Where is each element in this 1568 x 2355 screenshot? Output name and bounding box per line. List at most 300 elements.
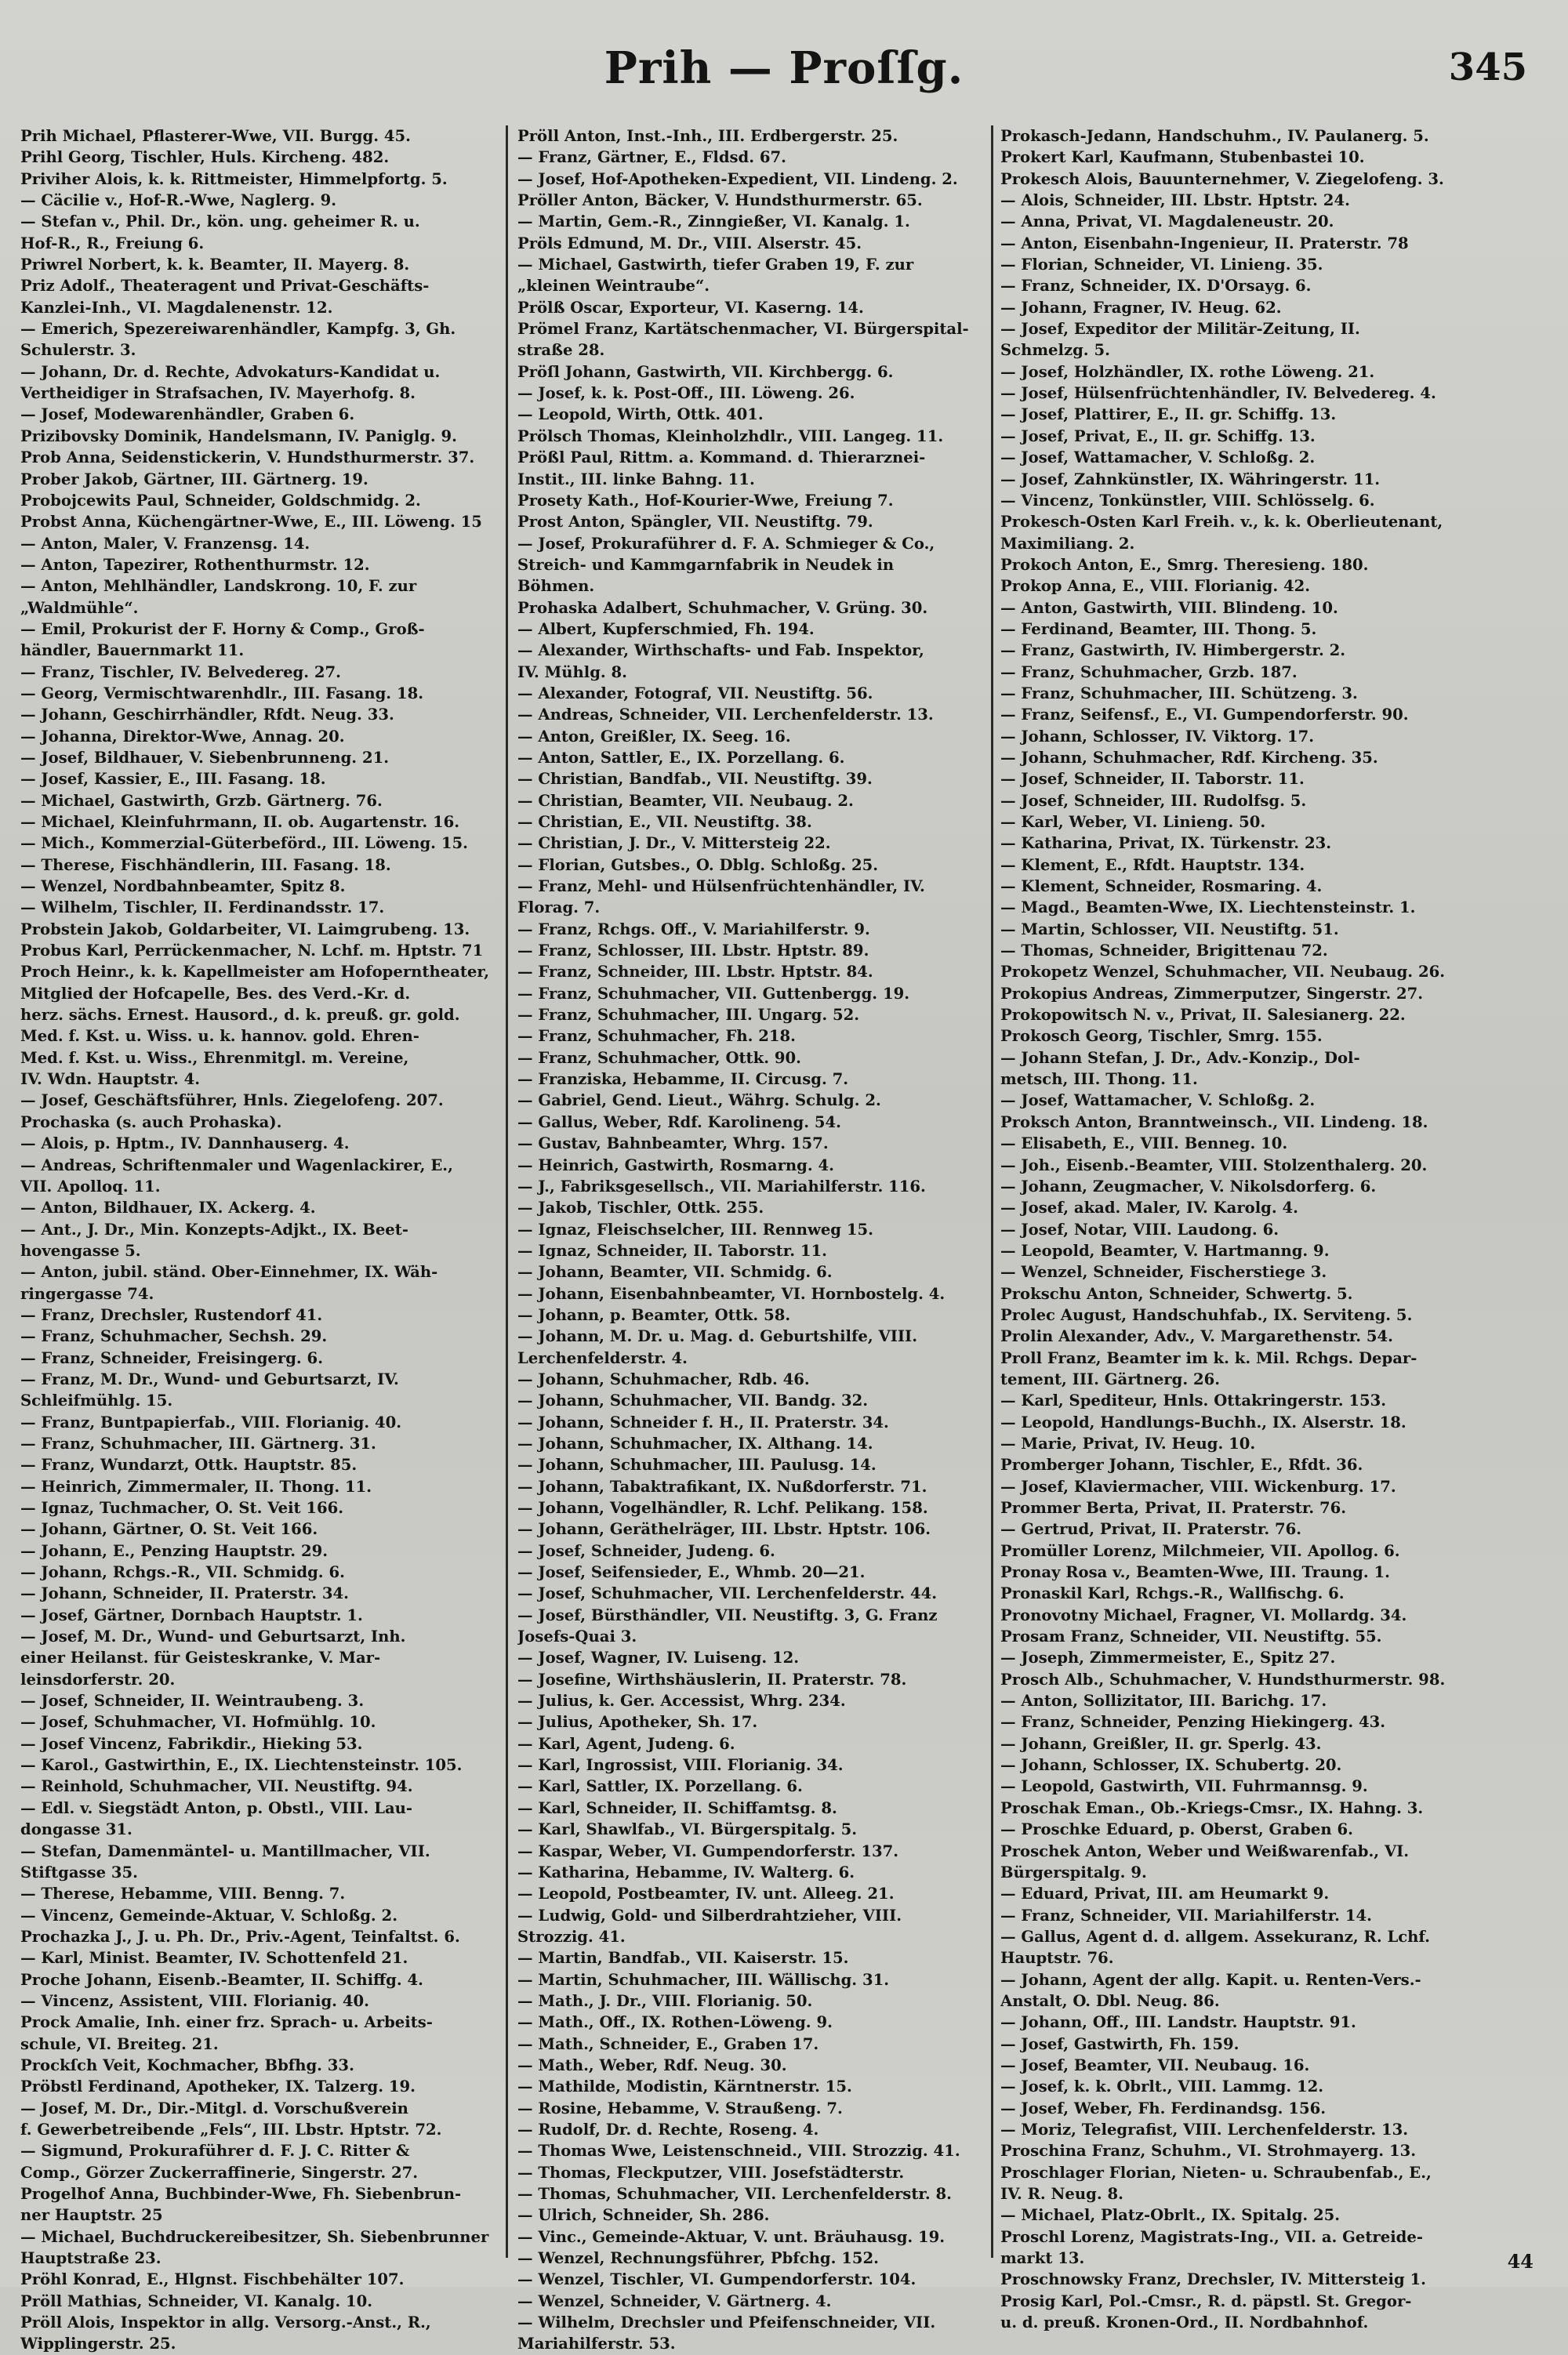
directory-entry-line: — Martin, Gem.-R., Zinngießer, VI. Kanalg. 1. [517, 212, 910, 231]
directory-entry-line: — Magd., Beamten-Wwe, IX. Liechtensteinstr. 1. [1000, 898, 1416, 917]
directory-entry-line: Schmelzg. 5. [1000, 341, 1110, 360]
directory-entry-line: — Mich., Kommerzial-Güterbeförd., III. Löweng. 15. [20, 834, 468, 853]
directory-entry-line: Florag. 7. [517, 898, 601, 917]
directory-entry-line: Probus Karl, Perrückenmacher, N. Lchf. m. Hptstr. 71 [20, 942, 484, 960]
directory-entry-line: Kanzlei-Inh., VI. Magdalenenstr. 12. [20, 298, 333, 317]
directory-entry-line: — Gertrud, Privat, II. Praterstr. 76. [1000, 1520, 1302, 1539]
directory-entry-line: — Vinc., Gemeinde-Aktuar, V. unt. Bräuhausg. 19. [517, 2227, 946, 2246]
directory-entry-line: Pröls Edmund, M. Dr., VIII. Alserstr. 45. [517, 234, 862, 252]
directory-entry-line: Instit., III. linke Bahng. 11. [517, 470, 755, 488]
directory-entry-line: — Johann, Schlosser, IV. Viktorg. 17. [1000, 727, 1315, 746]
directory-entry-line: Comp., Görzer Zuckerraffinerie, Singerstr. 27. [20, 2163, 419, 2182]
directory-entry-line: Proschl Lorenz, Magistrats-Ing., VII. a. Getreide- [1000, 2227, 1423, 2246]
directory-entry-line: — Thomas, Fleckputzer, VIII. Josefstädterstr. [517, 2163, 905, 2182]
directory-entry-line: — Josef, Wagner, IV. Luiseng. 12. [517, 1649, 800, 1667]
directory-entry-line: — Karl, Schneider, II. Schiffamtsg. 8. [517, 1798, 837, 1817]
directory-entry-line: — Franz, Tischler, IV. Belvedereg. 27. [20, 662, 341, 681]
directory-entry-line: — Franz, Buntpapierfab., VIII. Florianig. 40. [20, 1413, 402, 1432]
directory-entry-line: — Josef, Bürsthändler, VII. Neustiftg. 3, G. Franz [517, 1606, 938, 1624]
directory-entry-line: — Wenzel, Tischler, VI. Gumpendorferstr. 104. [517, 2270, 916, 2289]
directory-entry-line: metsch, III. Thong. 11. [1000, 1070, 1198, 1089]
directory-entry-line: — Josef, Hülsenfrüchtenhändler, IV. Belvedereg. 4. [1000, 384, 1436, 403]
directory-entry-line: — Johann, E., Penzing Hauptstr. 29. [20, 1541, 328, 1560]
directory-entry-line: Prohaska Adalbert, Schuhmacher, V. Grüng. 30. [517, 598, 928, 617]
directory-entry-line: — Franz, Drechsler, Rustendorf 41. [20, 1305, 323, 1324]
directory-entry-line: — Franz, Schuhmacher, Ottk. 90. [517, 1048, 801, 1067]
directory-entry-line: — Wenzel, Schneider, V. Gärtnerg. 4. [517, 2291, 832, 2310]
directory-entry-line: — Franz, Mehl- und Hülsenfrüchtenhändler, IV. [517, 877, 925, 896]
directory-entry-line: — Johann, Schneider f. H., II. Praterstr. 34. [517, 1413, 889, 1432]
directory-entry-line: — Anton, Maler, V. Franzensg. 14. [20, 534, 310, 553]
directory-entry-line: — Johann, Rchgs.-R., VII. Schmidg. 6. [20, 1563, 345, 1582]
directory-entry-line: Hof-R., R., Freiung 6. [20, 234, 205, 252]
directory-entry-line: — Rosine, Hebamme, V. Straußeng. 7. [517, 2099, 843, 2117]
directory-entry-line: — Josef, Beamter, VII. Neubaug. 16. [1000, 2056, 1310, 2074]
directory-entry-line: — Johann, Geschirrhändler, Rfdt. Neug. 33. [20, 706, 394, 724]
directory-entry-line: — Johann, Schuhmacher, VII. Bandg. 32. [517, 1392, 869, 1410]
directory-entry-line: Prockſch Veit, Kochmacher, Bbfhg. 33. [20, 2056, 354, 2074]
directory-entry-line: — Josef, M. Dr., Dir.-Mitgl. d. Vorschußverein [20, 2099, 408, 2117]
directory-entry-line: — Josef, M. Dr., Wund- und Geburtsarzt, Inh. [20, 1627, 406, 1646]
directory-entry-line: — Franz, Gärtner, E., Fldsd. 67. [517, 148, 786, 167]
directory-entry-line: — Josef, Seifensieder, E., Whmb. 20—21. [517, 1563, 866, 1582]
directory-entry-line: — Josef, Kassier, E., III. Fasang. 18. [20, 770, 326, 789]
directory-entry-line: — Johann, Schuhmacher, III. Paulusg. 14. [517, 1456, 877, 1475]
directory-entry-line: „kleinen Weintraube“. [517, 277, 710, 296]
directory-entry-line: — Franz, Schuhmacher, Fh. 218. [517, 1027, 796, 1046]
directory-entry-line: Probojcewits Paul, Schneider, Goldschmidg. 2. [20, 491, 421, 510]
directory-entry-line: — Thomas Wwe, Leistenschneid., VIII. Strozzig. 41. [517, 2142, 960, 2161]
directory-entry-line: IV. Wdn. Hauptstr. 4. [20, 1070, 201, 1089]
directory-entry-line: — Eduard, Privat, III. am Heumarkt 9. [1000, 1885, 1330, 1903]
directory-entry-line: Pröhl Konrad, E., Hlgnst. Fischbehälter 107. [20, 2270, 405, 2289]
directory-entry-line: — Josef, akad. Maler, IV. Karolg. 4. [1000, 1199, 1298, 1217]
directory-entry-line: — Anton, jubil. ständ. Ober-Einnehmer, IX. Wäh- [20, 1263, 438, 1282]
column-right [1000, 125, 1541, 2333]
directory-entry-line: Prokosch Georg, Tischler, Smrg. 155. [1000, 1027, 1323, 1046]
directory-entry-line: f. Gewerbetreibende „Fels“, III. Lbstr. Hptstr. 72. [20, 2120, 442, 2139]
directory-entry-line: — Heinrich, Gastwirth, Rosmarng. 4. [517, 1156, 834, 1174]
directory-entry-line: — Franz, Schuhmacher, Grzb. 187. [1000, 662, 1298, 681]
directory-entry-line: Proschina Franz, Schuhm., VI. Strohmayerg. 13. [1000, 2142, 1417, 2161]
directory-entry-line: — Vincenz, Tonkünstler, VIII. Schlösselg. 6. [1000, 491, 1375, 510]
directory-entry-line: Prokopowitsch N. v., Privat, II. Salesianerg. 22. [1000, 1006, 1406, 1025]
directory-entry-line: — Ferdinand, Beamter, III. Thong. 5. [1000, 619, 1317, 638]
directory-entry-line: — Reinhold, Schuhmacher, VII. Neustiftg. 94. [20, 1777, 413, 1796]
directory-entry-line: — Edl. v. Siegstädt Anton, p. Obstl., VIII. Lau- [20, 1798, 413, 1817]
directory-entry-line: — Gallus, Weber, Rdf. Karolineng. 54. [517, 1112, 841, 1131]
directory-entry-line: hovengasse 5. [20, 1241, 141, 1260]
directory-entry-line: — Josef, Expeditor der Militär-Zeitung, II. [1000, 320, 1360, 339]
directory-entry-line: Strozzig. 41. [517, 1927, 626, 1946]
directory-entry-line: Prihl Georg, Tischler, Huls. Kircheng. 482. [20, 148, 390, 167]
directory-entry-line: markt 13. [1000, 2249, 1085, 2268]
directory-entry-line: Prokschu Anton, Schneider, Schwertg. 5. [1000, 1284, 1353, 1303]
directory-entry-line: — Cäcilie v., Hof-R.-Wwe, Naglerg. 9. [20, 191, 337, 210]
directory-entry-line: — Leopold, Gastwirth, VII. Fuhrmannsg. 9. [1000, 1777, 1368, 1796]
directory-entry-line: — Andreas, Schneider, VII. Lerchenfelderstr. 13. [517, 706, 934, 724]
directory-entry-line: — Christian, E., VII. Neustiftg. 38. [517, 813, 812, 831]
directory-entry-line: — Johann, Schuhmacher, Rdb. 46. [517, 1370, 810, 1388]
directory-entry-line: — Alois, Schneider, III. Lbstr. Hptstr. 24. [1000, 191, 1350, 210]
directory-entry-line: — Josef, Holzhändler, IX. rothe Löweng. 21. [1000, 362, 1375, 381]
directory-entry-line: Proschnowsky Franz, Drechsler, IV. Mittersteig 1. [1000, 2270, 1426, 2289]
directory-entry-line: — Klement, Schneider, Rosmaring. 4. [1000, 877, 1323, 896]
directory-entry-line: — Thomas, Schneider, Brigittenau 72. [1000, 942, 1328, 960]
directory-entry-line: — Stefan, Damenmäntel- u. Mantillmacher, VII. [20, 1842, 430, 1860]
directory-entry-line: — Josef, Zahnkünstler, IX. Währingerstr. 11. [1000, 470, 1381, 488]
directory-entry-line: Prölß Oscar, Exporteur, VI. Kaserng. 14. [517, 298, 864, 317]
directory-entry-line: — Johann, Schlosser, IX. Schubertg. 20. [1000, 1756, 1342, 1775]
directory-entry-line: Mariahilferstr. 53. [517, 2335, 676, 2353]
column-left [20, 125, 522, 2355]
directory-entry-line: — Michael, Gastwirth, Grzb. Gärtnerg. 76. [20, 791, 383, 810]
column-divider [991, 125, 993, 2258]
directory-entry-line: — Anton, Greißler, IX. Seeg. 16. [517, 727, 791, 746]
directory-entry-line: — Wenzel, Rechnungsführer, Pbfchg. 152. [517, 2249, 879, 2268]
directory-entry-line: — Franz, Seifensf., E., VI. Gumpendorferstr. 90. [1000, 706, 1409, 724]
directory-entry-line: Prosety Kath., Hof-Kourier-Wwe, Freiung 7. [517, 491, 894, 510]
page-number: 345 [1448, 45, 1527, 89]
directory-entry-line: — Johann, Zeugmacher, V. Nikolsdorferg. 6. [1000, 1177, 1377, 1196]
directory-entry-line: — Math., Off., IX. Rothen-Löweng. 9. [517, 2013, 833, 2032]
directory-entry-line: — Franz, Schuhmacher, III. Schützeng. 3. [1000, 684, 1358, 702]
directory-entry-line: — Katharina, Hebamme, IV. Walterg. 6. [517, 1863, 855, 1881]
directory-entry-line: schule, VI. Breiteg. 21. [20, 2034, 219, 2053]
directory-entry-line: Prosig Karl, Pol.-Cmsr., R. d. päpstl. St. Gregor- [1000, 2291, 1412, 2310]
directory-entry-line: — Moriz, Telegrafist, VIII. Lerchenfelderstr. 13. [1000, 2120, 1409, 2139]
directory-entry-line: Prokasch-Jedann, Handschuhm., IV. Paulanerg. 5. [1000, 127, 1429, 145]
directory-entry-line: — Ignaz, Tuchmacher, O. St. Veit 166. [20, 1499, 344, 1517]
directory-entry-line: — Wilhelm, Drechsler und Pfeifenschneider, VII. [517, 2313, 936, 2332]
directory-entry-line: — Joseph, Zimmermeister, E., Spitz 27. [1000, 1649, 1336, 1667]
directory-entry-line: Progelhof Anna, Buchbinder-Wwe, Fh. Siebenbrun- [20, 2185, 462, 2203]
directory-entry-line: — J., Fabriksgesellsch., VII. Mariahilferstr. 116. [517, 1177, 926, 1196]
directory-entry-line: — Emerich, Spezereiwarenhändler, Kampfg. 3, Gh. [20, 320, 456, 339]
directory-entry-line: — Math., J. Dr., VIII. Florianig. 50. [517, 1991, 813, 2010]
directory-entry-line: — Ant., J. Dr., Min. Konzepts-Adjkt., IX. Beet- [20, 1220, 408, 1239]
directory-entry-line: — Florian, Schneider, VI. Linieng. 35. [1000, 256, 1323, 274]
directory-entry-line: Prößl Paul, Rittm. a. Kommand. d. Thierarznei- [517, 448, 926, 467]
sheet-mark: 44 [1507, 2250, 1534, 2273]
directory-entry-line: — Josef, Schneider, II. Taborstr. 11. [1000, 770, 1305, 789]
directory-entry-line: — Josef, Notar, VIII. Laudong. 6. [1000, 1220, 1279, 1239]
directory-entry-line: — Thomas, Schuhmacher, VII. Lerchenfelderstr. 8. [517, 2185, 953, 2203]
directory-entry-line: — Johann, Agent der allg. Kapit. u. Renten-Vers.- [1000, 1970, 1421, 1989]
directory-entry-line: Hauptstraße 23. [20, 2249, 162, 2268]
directory-entry-line: Prob Anna, Seidenstickerin, V. Hundsthurmerstr. 37. [20, 448, 475, 467]
directory-entry-line: — Albert, Kupferschmied, Fh. 194. [517, 619, 815, 638]
directory-entry-line: — Josef, Schuhmacher, VI. Hofmühlg. 10. [20, 1713, 376, 1732]
directory-entry-line: IV. Mühlg. 8. [517, 662, 628, 681]
directory-entry-line: Pronovotny Michael, Fragner, VI. Mollardg. 34. [1000, 1606, 1407, 1624]
directory-entry-line: VII. Apolloq. 11. [20, 1177, 161, 1196]
directory-entry-line: Pronaskil Karl, Rchgs.-R., Wallfischg. 6. [1000, 1584, 1345, 1603]
directory-entry-line: — Julius, k. Ger. Accessist, Whrg. 234. [517, 1692, 846, 1711]
directory-entry-line: Böhmen. [517, 577, 595, 596]
directory-entry-line: — Rudolf, Dr. d. Rechte, Roseng. 4. [517, 2120, 819, 2139]
directory-entry-line: — Michael, Buchdruckereibesitzer, Sh. Siebenbrunner [20, 2227, 489, 2246]
directory-entry-line: — Florian, Gutsbes., O. Dblg. Schloßg. 25. [517, 855, 879, 874]
directory-entry-line: — Christian, J. Dr., V. Mittersteig 22. [517, 834, 831, 853]
directory-entry-line: — Johann, Tabaktrafikant, IX. Nußdorferstr. 71. [517, 1477, 927, 1496]
directory-entry-line: — Alexander, Wirthschafts- und Fab. Inspektor, [517, 641, 924, 660]
directory-entry-line: — Josef, Schuhmacher, VII. Lerchenfelderstr. 44. [517, 1584, 938, 1603]
directory-entry-line: — Michael, Platz-Obrlt., IX. Spitalg. 25. [1000, 2206, 1341, 2225]
directory-entry-line: Priwrel Norbert, k. k. Beamter, II. Mayerg. 8. [20, 256, 410, 274]
directory-entry-line: ringergasse 74. [20, 1284, 154, 1303]
directory-entry-line: — Ignaz, Fleischselcher, III. Rennweg 15. [517, 1220, 873, 1239]
directory-entry-line: Priz Adolf., Theateragent und Privat-Geschäfts- [20, 277, 430, 296]
directory-entry-line: Prokesch-Osten Karl Freih. v., k. k. Oberlieutenant, [1000, 513, 1443, 532]
directory-entry-line: Schleifmühlg. 15. [20, 1392, 173, 1410]
directory-entry-line: — Alois, p. Hptm., IV. Dannhauserg. 4. [20, 1134, 350, 1153]
directory-entry-line: — Johann, Schneider, II. Praterstr. 34. [20, 1584, 349, 1603]
directory-entry-line: Lerchenfelderstr. 4. [517, 1348, 688, 1367]
directory-entry-line: einer Heilanst. für Geisteskranke, V. Mar- [20, 1649, 381, 1667]
directory-entry-line: — Leopold, Handlungs-Buchh., IX. Alserstr. 18. [1000, 1413, 1406, 1432]
directory-entry-line: Prokopetz Wenzel, Schuhmacher, VII. Neubaug. 26. [1000, 963, 1446, 982]
directory-entry-line: — Josef, Hof-Apotheken-Expedient, VII. Lindeng. 2. [517, 169, 958, 188]
directory-entry-line: — Michael, Kleinfuhrmann, II. ob. Augartenstr. 16. [20, 813, 460, 831]
directory-entry-line: — Karl, Spediteur, Hnls. Ottakringerstr. 153. [1000, 1392, 1387, 1410]
directory-entry-line: Pröll Alois, Inspektor in allg. Versorg.-Anst., R., [20, 2313, 431, 2332]
directory-entry-line: — Johanna, Direktor-Wwe, Annag. 20. [20, 727, 345, 746]
directory-entry-line: — Johann, p. Beamter, Ottk. 58. [517, 1305, 791, 1324]
directory-entry-line: — Josef, Wattamacher, V. Schloßg. 2. [1000, 448, 1316, 467]
directory-entry-line: — Franz, Schuhmacher, III. Gärtnerg. 31. [20, 1434, 376, 1453]
directory-entry-line: — Joh., Eisenb.-Beamter, VIII. Stolzenthalerg. 20. [1000, 1156, 1428, 1174]
directory-entry-line: — Andreas, Schriftenmaler und Wagenlackirer, E., [20, 1156, 453, 1174]
directory-entry-line: — Emil, Prokurist der F. Horny & Comp., Groß- [20, 619, 425, 638]
directory-entry-line: — Wenzel, Nordbahnbeamter, Spitz 8. [20, 877, 346, 896]
directory-entry-line: Prokert Karl, Kaufmann, Stubenbastei 10. [1000, 148, 1365, 167]
directory-entry-line: — Jakob, Tischler, Ottk. 255. [517, 1199, 764, 1217]
directory-entry-line: — Anton, Mehlhändler, Landskrong. 10, F. zur [20, 577, 417, 596]
directory-entry-line: händler, Bauernmarkt 11. [20, 641, 245, 660]
directory-entry-line: — Josefine, Wirthshäuslerin, II. Praterstr. 78. [517, 1670, 907, 1689]
directory-entry-line: IV. R. Neug. 8. [1000, 2185, 1123, 2203]
directory-entry-line: — Karl, Shawlfab., VI. Bürgerspitalg. 5. [517, 1820, 858, 1839]
directory-entry-line: — Karl, Ingrossist, VIII. Florianig. 34. [517, 1756, 844, 1775]
directory-entry-line: Prömel Franz, Kartätschenmacher, VI. Bürgerspital- [517, 320, 969, 339]
directory-entry-line: Stiftgasse 35. [20, 1863, 138, 1881]
directory-entry-line: herz. sächs. Ernest. Hausord., d. k. preuß. gr. gold. [20, 1006, 460, 1025]
directory-entry-line: — Klement, E., Rfdt. Hauptstr. 134. [1000, 855, 1305, 874]
directory-entry-line: — Franziska, Hebamme, II. Circusg. 7. [517, 1070, 849, 1089]
directory-entry-line: — Johann, Geräthelräger, III. Lbstr. Hptstr. 106. [517, 1520, 931, 1539]
directory-entry-line: — Johann, Schuhmacher, Rdf. Kircheng. 35. [1000, 748, 1378, 767]
directory-entry-line: — Gallus, Agent d. d. allgem. Assekuranz, R. Lchf. [1000, 1927, 1430, 1946]
directory-entry-line: — Anton, Sollizitator, III. Barichg. 17. [1000, 1692, 1327, 1711]
directory-entry-line: Prolec August, Handschuhfab., IX. Servitenɡ. 5. [1000, 1305, 1413, 1324]
directory-entry-line: Pröll Anton, Inst.-Inh., III. Erdbergerstr. 25. [517, 127, 898, 145]
directory-entry-line: Prochaska (s. auch Prohaska). [20, 1112, 282, 1131]
directory-entry-line: — Alexander, Fotograf, VII. Neustiftg. 56. [517, 684, 873, 702]
directory-entry-line: u. d. preuß. Kronen-Ord., II. Nordbahnhof. [1000, 2313, 1369, 2332]
directory-entry-line: — Karl, Agent, Judeng. 6. [517, 1734, 735, 1753]
directory-entry-line: Prokoch Anton, E., Smrg. Theresieng. 180. [1000, 555, 1369, 574]
directory-entry-line: — Kaspar, Weber, VI. Gumpendorferstr. 137. [517, 1842, 899, 1860]
directory-entry-line: Med. f. Kst. u. Wiss. u. k. hannov. gold. Ehren- [20, 1027, 419, 1046]
directory-entry-line: — Elisabeth, E., VIII. Benneg. 10. [1000, 1134, 1288, 1153]
directory-entry-line: — Leopold, Wirth, Ottk. 401. [517, 405, 764, 424]
directory-entry-line: — Sigmund, Prokuraführer d. F. J. C. Ritter & [20, 2142, 410, 2161]
directory-entry-line: Anstalt, O. Dbl. Neug. 86. [1000, 1991, 1220, 2010]
directory-entry-line: — Franz, Schneider, III. Lbstr. Hptstr. 84. [517, 963, 873, 982]
directory-entry-line: Med. f. Kst. u. Wiss., Ehrenmitgl. m. Vereine, [20, 1048, 409, 1067]
directory-entry-line: — Josef, Plattirer, E., II. gr. Schiffg. 13. [1000, 405, 1337, 424]
directory-entry-line: — Anton, Sattler, E., IX. Porzellang. 6. [517, 748, 845, 767]
directory-entry-line: Prommer Berta, Privat, II. Praterstr. 76. [1000, 1499, 1347, 1517]
directory-entry-line: — Johann, M. Dr. u. Mag. d. Geburtshilfe, VIII. [517, 1327, 918, 1346]
directory-entry-line: — Josef, Gärtner, Dornbach Hauptstr. 1. [20, 1606, 363, 1624]
directory-entry-line: Proch Heinr., k. k. Kapellmeister am Hofoperntheater, [20, 963, 490, 982]
directory-entry-line: Josefs-Quai 3. [517, 1627, 637, 1646]
directory-entry-line: — Ludwig, Gold- und Silberdrahtzieher, VIII. [517, 1906, 902, 1925]
directory-entry-line: — Franz, Schneider, VII. Mariahilferstr. 14. [1000, 1906, 1372, 1925]
directory-entry-line: Prosch Alb., Schuhmacher, V. Hundsthurmerstr. 98. [1000, 1670, 1446, 1689]
directory-entry-line: — Mathilde, Modistin, Kärntnerstr. 15. [517, 2077, 852, 2096]
directory-entry-line: Priviher Alois, k. k. Rittmeister, Himmelpfortg. 5. [20, 169, 448, 188]
directory-entry-line: Prokesch Alois, Bauunternehmer, V. Ziegelofeng. 3. [1000, 169, 1444, 188]
directory-entry-line: — Franz, Wundarzt, Ottk. Hauptstr. 85. [20, 1456, 358, 1475]
directory-entry-line: Maximiliang. 2. [1000, 534, 1135, 553]
directory-entry-line: — Johann, Dr. d. Rechte, Advokaturs-Kandidat u. [20, 362, 441, 381]
directory-entry-line: Probstein Jakob, Goldarbeiter, VI. Laimgrubeng. 13. [20, 920, 470, 938]
directory-entry-line: — Franz, M. Dr., Wund- und Geburtsarzt, IV. [20, 1370, 399, 1388]
directory-entry-line: — Josef, Wattamacher, V. Schloßg. 2. [1000, 1091, 1316, 1110]
directory-entry-line: Pronay Rosa v., Beamten-Wwe, III. Traung. 1. [1000, 1563, 1390, 1582]
directory-entry-line: — Josef, Schneider, III. Rudolfsg. 5. [1000, 791, 1307, 810]
directory-entry-line: — Gustav, Bahnbeamter, Whrg. 157. [517, 1134, 829, 1153]
directory-entry-line: — Therese, Hebamme, VIII. Benng. 7. [20, 1885, 346, 1903]
directory-entry-line: Bürgerspitalg. 9. [1000, 1863, 1147, 1881]
directory-entry-line: ner Hauptstr. 25 [20, 2206, 163, 2225]
directory-entry-line: — Karl, Minist. Beamter, IV. Schottenfeld 21. [20, 1949, 408, 1968]
directory-entry-line: — Franz, Rchgs. Off., V. Mariahilferstr. 9. [517, 920, 870, 938]
directory-entry-line: — Johann, Schuhmacher, IX. Althang. 14. [517, 1434, 873, 1453]
directory-entry-line: — Katharina, Privat, IX. Türkenstr. 23. [1000, 834, 1332, 853]
directory-entry-line: — Josef, Bildhauer, V. Siebenbrunneng. 21. [20, 748, 390, 767]
directory-entry-line: — Stefan v., Phil. Dr., kön. ung. geheimer R. u. [20, 212, 420, 231]
directory-entry-line: Prost Anton, Spängler, VII. Neustiftg. 79. [517, 513, 873, 532]
directory-entry-line: — Michael, Gastwirth, tiefer Graben 19, F. zur [517, 256, 914, 274]
page-header [0, 31, 1568, 118]
directory-entry-line: — Josef, k. k. Post-Off., III. Löweng. 26. [517, 384, 855, 403]
directory-entry-line: Prizibovsky Dominik, Handelsmann, IV. Paniglg. 9. [20, 426, 457, 445]
directory-entry-line: — Josef, Modewarenhändler, Graben 6. [20, 405, 355, 424]
directory-entry-line: Prölsch Thomas, Kleinholzhdlr., VIII. Langeg. 11. [517, 426, 944, 445]
directory-entry-line: Mitglied der Hofcapelle, Bes. des Verd.-Kr. d. [20, 984, 411, 1003]
directory-entry-line: — Marie, Privat, IV. Heug. 10. [1000, 1434, 1256, 1453]
directory-entry-line: — Johann, Eisenbahnbeamter, VI. Hornbostelg. 4. [517, 1284, 946, 1303]
directory-entry-line: — Therese, Fischhändlerin, III. Fasang. 18. [20, 855, 391, 874]
directory-entry-line: — Josef, Weber, Fh. Ferdinandsg. 156. [1000, 2099, 1327, 2117]
directory-entry-line: Probst Anna, Küchengärtner-Wwe, E., III. Löweng. 15 [20, 513, 482, 532]
directory-entry-line: Proche Johann, Eisenb.-Beamter, II. Schiffg. 4. [20, 1970, 423, 1989]
directory-entry-line: — Christian, Bandfab., VII. Neustiftg. 39. [517, 770, 873, 789]
directory-entry-line: — Martin, Bandfab., VII. Kaiserstr. 15. [517, 1949, 849, 1968]
directory-entry-line: — Karol., Gastwirthin, E., IX. Liechtensteinstr. 105. [20, 1756, 463, 1775]
directory-entry-line: — Karl, Sattler, IX. Porzellang. 6. [517, 1777, 803, 1796]
column-divider [506, 125, 508, 2258]
directory-entry-line: — Johann, Beamter, VII. Schmidg. 6. [517, 1263, 833, 1282]
directory-entry-line: — Franz, Schneider, Freisingerg. 6. [20, 1348, 324, 1367]
directory-entry-line: Promberger Johann, Tischler, E., Rfdt. 36. [1000, 1456, 1363, 1475]
directory-entry-line: — Franz, Schuhmacher, Sechsh. 29. [20, 1327, 328, 1346]
directory-entry-line: — Josef, Schneider, II. Weintraubeng. 3. [20, 1692, 365, 1711]
directory-entry-line: — Josef Vincenz, Fabrikdir., Hieking 53. [20, 1734, 363, 1753]
directory-entry-line: Promüller Lorenz, Milchmeier, VII. Apollog. 6. [1000, 1541, 1400, 1560]
directory-entry-line: — Franz, Schneider, IX. D'Orsayg. 6. [1000, 277, 1312, 296]
directory-entry-line: — Josef, Schneider, Judeng. 6. [517, 1541, 775, 1560]
directory-entry-line: — Josef, Privat, E., II. gr. Schiffg. 13. [1000, 426, 1316, 445]
directory-entry-line: Proschek Anton, Weber und Weißwarenfab., VI. [1000, 1842, 1410, 1860]
directory-entry-line: Pröll Mathias, Schneider, VI. Kanalg. 10. [20, 2291, 373, 2310]
directory-entry-line: Wipplingerstr. 25. [20, 2335, 176, 2353]
directory-entry-line: Prober Jakob, Gärtner, III. Gärtnerg. 19. [20, 470, 368, 488]
directory-entry-line: — Wenzel, Schneider, Fischerstiege 3. [1000, 1263, 1327, 1282]
directory-entry-line: Pröſl Johann, Gastwirth, VII. Kirchbergg. 6. [517, 362, 894, 381]
directory-entry-line: — Ulrich, Schneider, Sh. 286. [517, 2206, 770, 2225]
directory-entry-line: — Ignaz, Schneider, II. Taborstr. 11. [517, 1241, 827, 1260]
directory-entry-line: — Julius, Apotheker, Sh. 17. [517, 1713, 758, 1732]
directory-entry-line: Prokopius Andreas, Zimmerputzer, Singerstr. 27. [1000, 984, 1424, 1003]
directory-entry-line: — Johann, Off., III. Landstr. Hauptstr. 91. [1000, 2013, 1356, 2032]
directory-entry-line: — Vincenz, Gemeinde-Aktuar, V. Schloßg. 2. [20, 1906, 398, 1925]
directory-entry-line: — Wilhelm, Tischler, II. Ferdinandsstr. 17. [20, 898, 385, 917]
directory-entry-line: Streich- und Kammgarnfabrik in Neudek in [517, 555, 895, 574]
directory-entry-line: Pröbstl Ferdinand, Apotheker, IX. Talzerg. 19. [20, 2077, 416, 2096]
directory-entry-line: Prock Amalie, Inh. einer frz. Sprach- u. Arbeits- [20, 2013, 433, 2032]
directory-entry-line: Prolin Alexander, Adv., V. Margarethenstr. 54. [1000, 1327, 1393, 1346]
directory-entry-line: — Johann, Vogelhändler, R. Lchf. Pelikang. 158. [517, 1499, 928, 1517]
directory-entry-line: — Math., Schneider, E., Graben 17. [517, 2034, 819, 2053]
directory-entry-line: Prih Michael, Pflasterer-Wwe, VII. Burgg. 45. [20, 127, 411, 145]
directory-entry-line: — Franz, Schuhmacher, VII. Guttenbergg. 19. [517, 984, 910, 1003]
directory-entry-line: — Josef, Gastwirth, Fh. 159. [1000, 2034, 1240, 2053]
directory-entry-line: — Anton, Tapezirer, Rothenthurmstr. 12. [20, 555, 370, 574]
directory-entry-line: — Anton, Bildhauer, IX. Ackerg. 4. [20, 1199, 316, 1217]
directory-entry-line: — Johann, Gärtner, O. St. Veit 166. [20, 1520, 318, 1539]
directory-entry-line: — Proschke Eduard, p. Oberst, Graben 6. [1000, 1820, 1353, 1839]
directory-entry-line: „Waldmühle“. [20, 598, 139, 617]
directory-entry-line: — Martin, Schlosser, VII. Neustiftg. 51. [1000, 920, 1339, 938]
directory-entry-line: — Franz, Schlosser, III. Lbstr. Hptstr. 89. [517, 942, 869, 960]
directory-entry-line: Prosam Franz, Schneider, VII. Neustiftg. 55. [1000, 1627, 1382, 1646]
directory-entry-line: — Christian, Beamter, VII. Neubaug. 2. [517, 791, 854, 810]
directory-entry-line: Pröller Anton, Bäcker, V. Hundsthurmerstr. 65. [517, 191, 923, 210]
directory-entry-line: — Vincenz, Assistent, VIII. Florianig. 40. [20, 1991, 369, 2010]
directory-entry-line: — Johann Stefan, J. Dr., Adv.-Konzip., Dol- [1000, 1048, 1360, 1067]
directory-entry-line: Prokop Anna, E., VIII. Florianig. 42. [1000, 577, 1311, 596]
page-title: Prih — Proſſg. [604, 42, 964, 94]
directory-entry-line: Prochazka J., J. u. Ph. Dr., Priv.-Agent, Teinfaltst. 6. [20, 1927, 460, 1946]
directory-entry-line: — Math., Weber, Rdf. Neug. 30. [517, 2056, 787, 2074]
directory-entry-line: — Karl, Weber, VI. Linieng. 50. [1000, 813, 1266, 831]
directory-entry-line: — Franz, Gastwirth, IV. Himbergerstr. 2. [1000, 641, 1346, 660]
directory-entry-line: tement, III. Gärtnerg. 26. [1000, 1370, 1221, 1388]
directory-entry-line: — Leopold, Beamter, V. Hartmanng. 9. [1000, 1241, 1330, 1260]
directory-entry-line: — Johann, Greißler, II. gr. Sperlg. 43. [1000, 1734, 1322, 1753]
directory-entry-line: — Martin, Schuhmacher, III. Wällischg. 31. [517, 1970, 890, 1989]
directory-entry-line: Hauptstr. 76. [1000, 1949, 1114, 1968]
directory-entry-line: — Anton, Eisenbahn-Ingenieur, II. Praterstr. 78 [1000, 234, 1409, 252]
directory-entry-line: Schulerstr. 3. [20, 341, 136, 360]
directory-entry-line: — Josef, Prokuraführer d. F. A. Schmieger & Co., [517, 534, 935, 553]
directory-entry-line: — Gabriel, Gend. Lieut., Währg. Schulg. 2. [517, 1091, 881, 1110]
